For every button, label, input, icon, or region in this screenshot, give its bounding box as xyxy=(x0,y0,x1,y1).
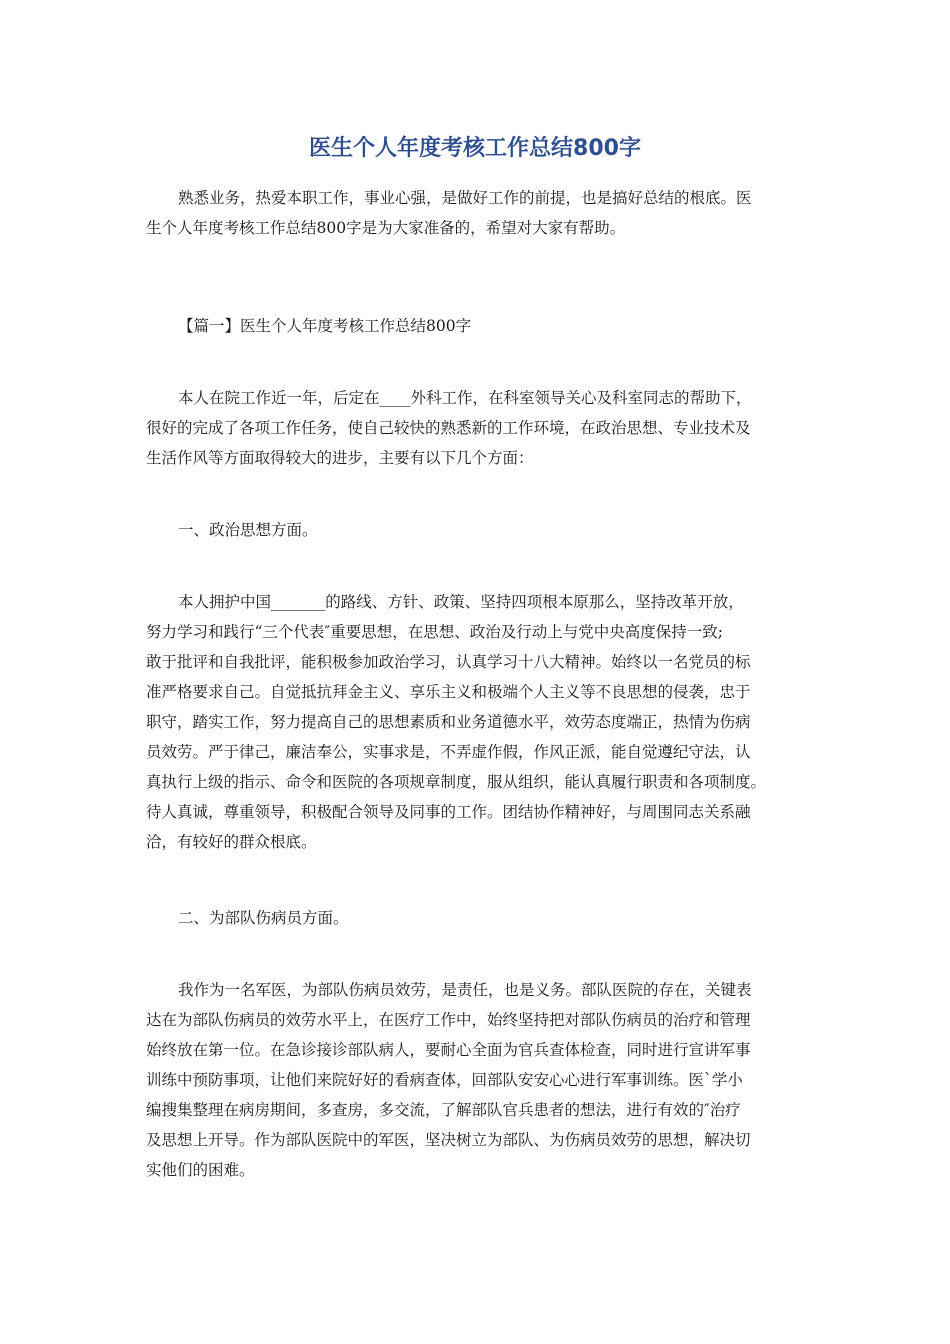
text-line: 达在为部队伤病员的效劳水平上，在医疗工作中，始终坚持把对部队伤病员的治疗和管理 xyxy=(146,1011,751,1029)
text-line: 真执行上级的指示、命令和医院的各项规章制度，服从组织，能认真履行职责和各项制度。 xyxy=(146,773,767,791)
text-line: 本人在院工作近一年，后定在____外科工作，在科室领导关心及科室同志的帮助下， xyxy=(178,389,752,407)
text-line: 很好的完成了各项工作任务，使自己较快的熟悉新的工作环境，在政治思想、专业技术及 xyxy=(146,419,751,437)
text-line: 编搜集整理在病房期间，多查房，多交流，了解部队官兵患者的想法，进行有效的″治疗 xyxy=(146,1101,741,1119)
text-line: 生个人年度考核工作总结800字是为大家准备的，希望对大家有帮助。 xyxy=(146,219,626,237)
text-line: 实他们的困难。 xyxy=(146,1161,255,1179)
text-line: 我作为一名军医，为部队伤病员效劳，是责任，也是义务。部队医院的存在，关键表 xyxy=(178,981,752,999)
text-line: 及思想上开导。作为部队医院中的军医，坚决树立为部队、为伤病员效劳的思想，解决切 xyxy=(146,1131,751,1149)
text-line: 努力学习和践行“三个代表″重要思想，在思想、政治及行动上与党中央高度保持一致; xyxy=(146,623,723,641)
text-line: 员效劳。严于律己，廉洁奉公，实事求是，不弄虚作假，作风正派，能自觉遵纪守法，认 xyxy=(146,743,751,761)
document-title: 医生个人年度考核工作总结800字 xyxy=(309,136,641,161)
subheading-text: 二、为部队伤病员方面。 xyxy=(178,909,349,927)
subheading-wounded xyxy=(146,903,808,933)
section-heading-text: 【篇一】医生个人年度考核工作总结800字 xyxy=(178,317,472,335)
subheading-politics xyxy=(146,515,808,545)
text-line: 本人拥护中国_______的路线、方针、政策、坚持四项根本原那么，坚持改革开放， xyxy=(178,593,744,611)
text-line: 敢于批评和自我批评，能积极参加政治学习，认真学习十八大精神。始终以一名党员的标 xyxy=(146,653,751,671)
subheading-text: 一、政治思想方面。 xyxy=(178,521,318,539)
body-paragraph-2 xyxy=(146,587,808,857)
text-line: 准严格要求自己。自觉抵抗拜金主义、享乐主义和极端个人主义等不良思想的侵袭，忠于 xyxy=(146,683,751,701)
text-line: 熟悉业务，热爱本职工作，事业心强，是做好工作的前提，也是搞好总结的根底。医 xyxy=(178,189,752,207)
intro-paragraph xyxy=(146,183,808,243)
text-line: 始终放在第一位。在急诊接诊部队病人，要耐心全面为官兵查体检查，同时进行宣讲军事 xyxy=(146,1041,751,1059)
body-paragraph-1 xyxy=(146,383,808,473)
text-line: 职守，踏实工作，努力提高自己的思想素质和业务道德水平，效劳态度端正，热情为伤病 xyxy=(146,713,751,731)
text-line: 训练中预防事项，让他们来院好好的看病查体，回部队安安心心进行军事训练。医`学小 xyxy=(146,1071,743,1089)
section-heading xyxy=(146,311,808,341)
text-line: 生活作风等方面取得较大的进步，主要有以下几个方面： xyxy=(146,449,534,467)
text-line: 待人真诚，尊重领导，积极配合领导及同事的工作。团结协作精神好，与周围同志关系融 xyxy=(146,803,751,821)
body-paragraph-3 xyxy=(146,975,808,1185)
text-line: 洽，有较好的群众根底。 xyxy=(146,833,317,851)
